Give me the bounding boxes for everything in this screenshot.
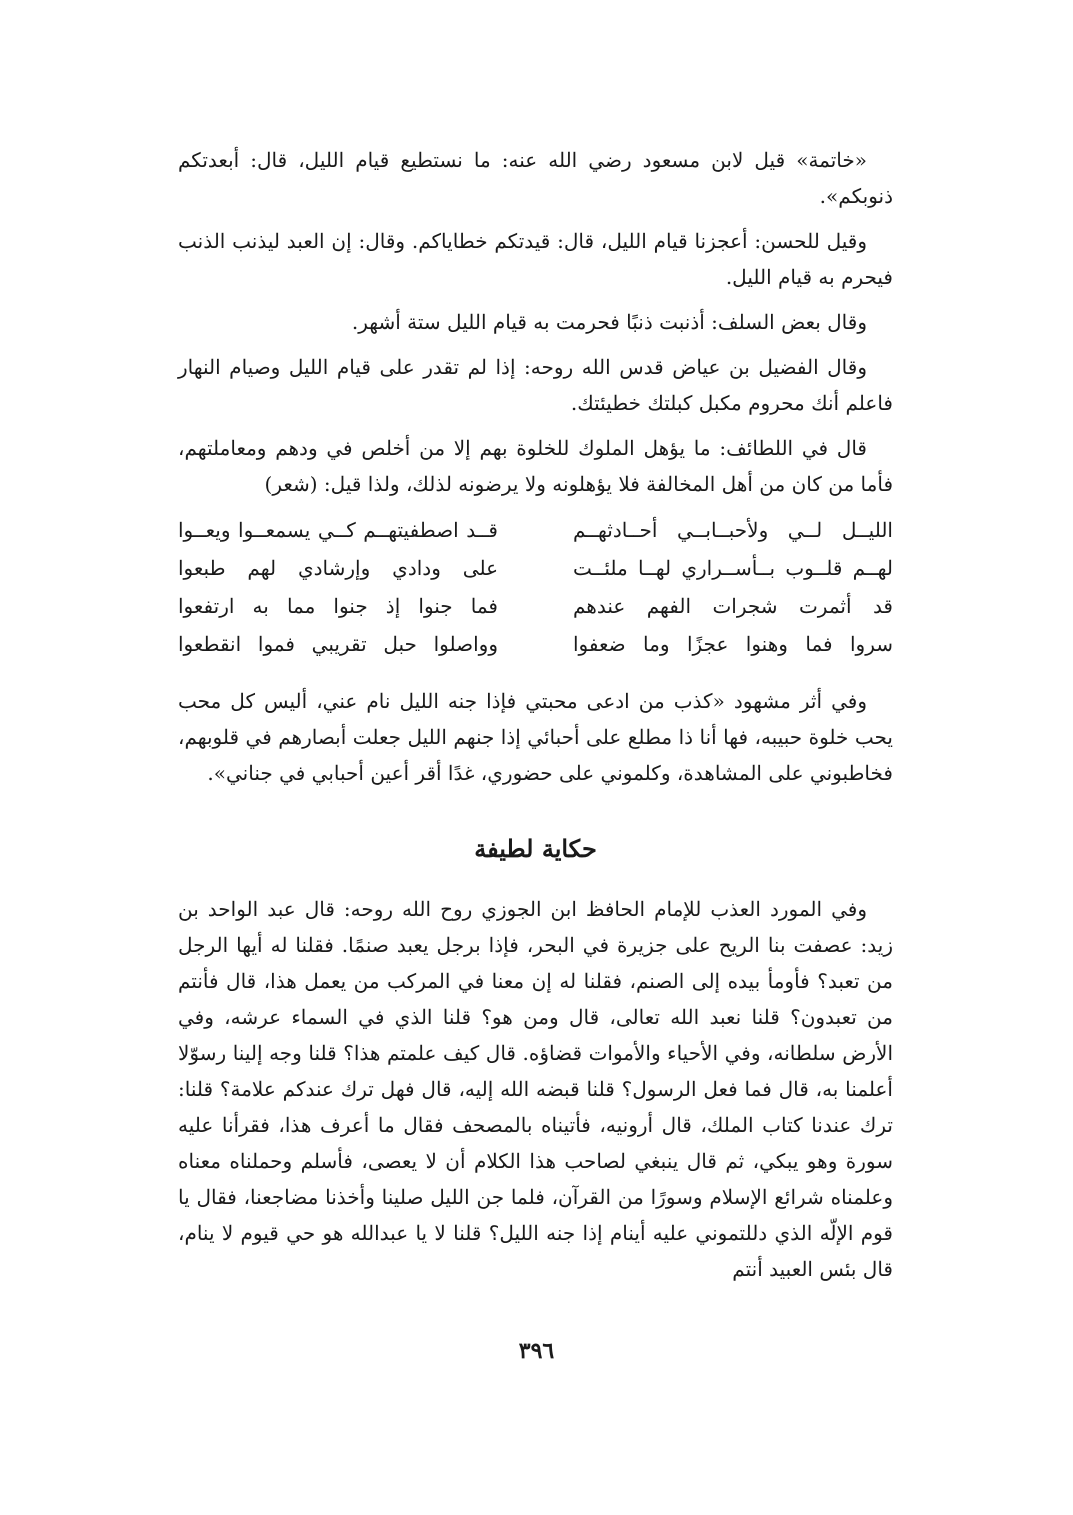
poem-verse — [178, 511, 893, 549]
poem-hemistich-second: على ودادي وإرشادي لهم طبعوا — [178, 556, 498, 580]
poem-verse — [178, 625, 893, 663]
poem — [178, 511, 893, 663]
poem-hemistich-second: فما جنوا إذ جنوا مما به ارتفعوا — [178, 594, 498, 618]
book-page — [178, 142, 893, 1296]
page-number: ٣٩٦ — [518, 1338, 555, 1364]
paragraph-salaf: وقال بعض السلف: أذنبت ذنبًا فحرمت به قيام الليل ستة أشهر. — [351, 310, 867, 334]
paragraph-story: وفي المورد العذب للإمام الحافظ ابن الجوزي روح الله روحه: قال عبد الواحد بن زيد: عصفت بنا الريح على جزيرة في البحر، فإذا برجل يعبد صنمًا. فقلنا له أيها الرجل من تعبد؟ فأومأ بيده إلى الصنم، فقلنا له إن معنا في المركب من يعمل هذا، قال فأنتم من تعبدون؟ قلنا نعبد الله تعالى، قال ومن هو؟ قلنا الذي في السماء عرشه، وفي الأرض سلطانه، وفي الأحياء والأموات قضاؤه. قال كيف علمتم هذا؟ قلنا وجه إلينا رسوّلا أعلمنا به، قال فما فعل الرسول؟ قلنا قبضه الله إليه، قال فهل ترك عندكم علامة؟ قلنا: ترك عندنا كتاب الملك، قال أرونيه، فأتيناه بالمصحف فقال ما أعرف هذا، فقرأنا عليه سورة وهو يبكي، ثم قال ينبغي لصاحب هذا الكلام أن لا يعصى، فأسلم وحملناه معناه وعلمناه شرائع الإسلام وسورًا من القرآن، فلما جن الليل صلينا وأخذنا مضاجعنا، فقال يا قوم الإلّه الذي دللتموني عليه أينام إذا جنه الليل؟ قلنا لا يا عبدالله هو حي قيوم لا ينام، قال بئس العبيد أنتم — [178, 897, 893, 1281]
poem-verse — [178, 549, 893, 587]
poem-hemistich-second: قــد اصطفيتهــم كــي يسمعــوا ويعــوا — [178, 518, 498, 542]
poem-hemistich-first: قد أثمرت شجرات الفهم عندهم — [573, 594, 893, 618]
poem-hemistich-first: الليــل لــي ولأحبــابــي أحــادثهــم — [573, 518, 893, 542]
paragraph-fudayl: وقال الفضيل بن عياض قدس الله روحه: إذا لم تقدر على قيام الليل وصيام النهار فاعلم أنك محروم مكبل كبلتك خطيئتك. — [178, 355, 893, 415]
paragraph-athar: وفي أثر مشهود «كذب من ادعى محبتي فإذا جنه الليل نام عني، أليس كل محب يحب خلوة حبيبه، فها أنا ذا مطلع على أحبائي إذا جنهم الليل جعلت أبصارهم في قلوبهم، فخاطبوني على المشاهدة، وكلموني على حضوري، غدًا أقر أعين أحبابي في جناني». — [178, 689, 893, 785]
paragraph-hasan: وقيل للحسن: أعجزنا قيام الليل، قال: قيدتكم خطاياكم. وقال: إن العبد ليذنب الذنب فيحرم به قيام الليل. — [178, 229, 893, 289]
paragraph-khatima: «خاتمة» قيل لابن مسعود رضي الله عنه: ما نستطيع قيام الليل، قال: أبعدتكم ذنوبكم». — [178, 148, 893, 208]
poem-hemistich-second: وواصلوا حبل تقريبي فموا انقطعوا — [178, 632, 498, 656]
poem-hemistich-first: سروا فما وهنوا عجزًا وما ضعفوا — [573, 632, 893, 656]
poem-hemistich-first: لهــم قلــوب بــأســراري لهــا ملئــت — [573, 556, 893, 580]
section-heading: حكاية لطيفة — [474, 834, 597, 863]
paragraph-lataif: قال في اللطائف: ما يؤهل الملوك للخلوة بهم إلا من أخلص في ودهم ومعاملتهم، فأما من كان من أهل المخالفة فلا يؤهلونه ولا يرضونه لذلك، ولذا قيل: (شعر) — [178, 436, 893, 496]
poem-verse — [178, 587, 893, 625]
